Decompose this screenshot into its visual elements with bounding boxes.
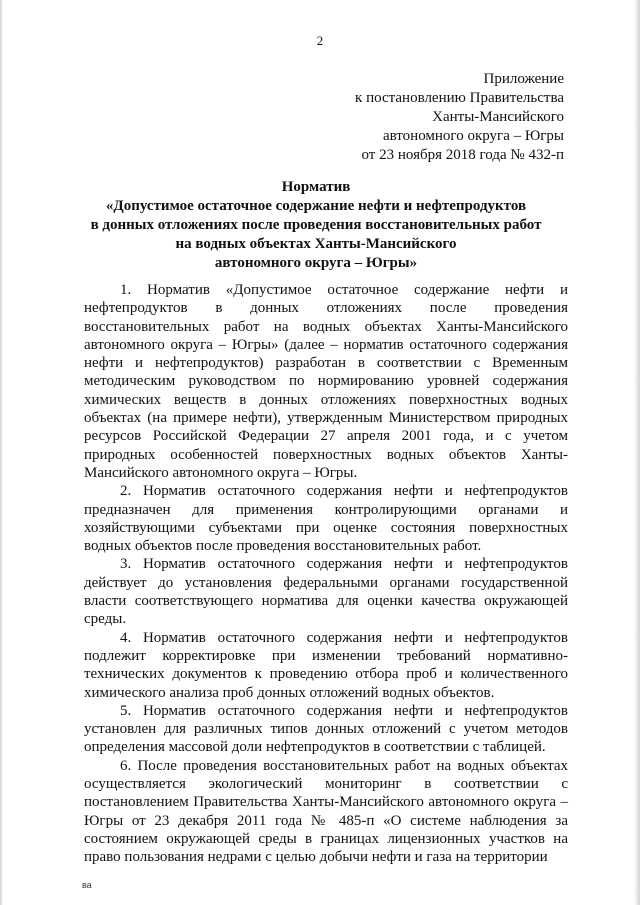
footer-mark: ва (82, 880, 92, 890)
scan-edge-left (0, 0, 3, 905)
title-line: Норматив (281, 179, 351, 195)
title-line: в донных отложениях после проведения восстановительных работ (90, 217, 542, 233)
appendix-line: от 23 ноября 2018 года № 432-п (361, 147, 564, 163)
title-line: автономного округа – Югры» (214, 255, 418, 271)
appendix-line: Ханты-Мансийского (432, 109, 564, 125)
appendix-line: к постановлению Правительства (355, 90, 564, 106)
paragraph-3: 3. Норматив остаточного содержания нефти и нефтепродуктов действует до установления федеральными органами государственной власти соответствующего норматива для оценки качества окружающей среды. (84, 556, 568, 628)
paragraph-4: 4. Норматив остаточного содержания нефти и нефтепродуктов подлежит корректировке при изменении требований нормативно-технических документов к проведению отбора проб и количественного химического анализа проб донных отложений водных объектов. (84, 629, 568, 701)
appendix-header (355, 70, 564, 165)
page-number: 2 (316, 33, 324, 48)
appendix-line: автономного округа – Югры (382, 128, 564, 144)
paragraph-5: 5. Норматив остаточного содержания нефти и нефтепродуктов установлен для различных типов донных отложений с учетом методов определения массовой доли нефтепродуктов в соответствии с таблицей. (84, 702, 568, 756)
scan-edge-right (634, 0, 640, 905)
paragraph-6: 6. После проведения восстановительных работ на водных объектах осуществляется экологический мониторинг в соответствии с постановлением Правительства Ханты-Мансийского автономного округа – Югры от 23 декабря 2011 года № 485-п «О системе наблюдения за состоянием окружающей среды в границах лицензионных участков на право пользования недрами с целью добычи нефти и газа на территории (84, 757, 568, 866)
paragraph-1: 1. Норматив «Допустимое остаточное содержание нефти и нефтепродуктов в донных отложениях после проведения восстановительных работ на водных объектах Ханты-Мансийского автономного округа – Югры» (далее – норматив остаточного содержания нефти и нефтепродуктов) разработан в соответствии с Временным методическим руководством по нормированию уровней содержания химических веществ в донных отложениях поверхностных водных объектах (на примере нефти), утвержденным Министерством природных ресурсов Российской Федерации 27 апреля 2001 года, и с учетом природных особенностей поверхностных водных объектов Ханты-Мансийского автономного округа – Югры. (84, 282, 568, 481)
document-title (60, 178, 572, 273)
document-body (84, 281, 568, 867)
title-line: на водных объектах Ханты-Мансийского (175, 236, 457, 252)
title-line: «Допустимое остаточное содержание нефти и нефтепродуктов (105, 198, 527, 214)
paragraph-2: 2. Норматив остаточного содержания нефти и нефтепродуктов предназначен для применения контролирующими органами и хозяйствующими субъектами при оценке состояния поверхностных водных объектов после проведения восстановительных работ. (84, 483, 568, 555)
appendix-line: Приложение (483, 71, 564, 87)
